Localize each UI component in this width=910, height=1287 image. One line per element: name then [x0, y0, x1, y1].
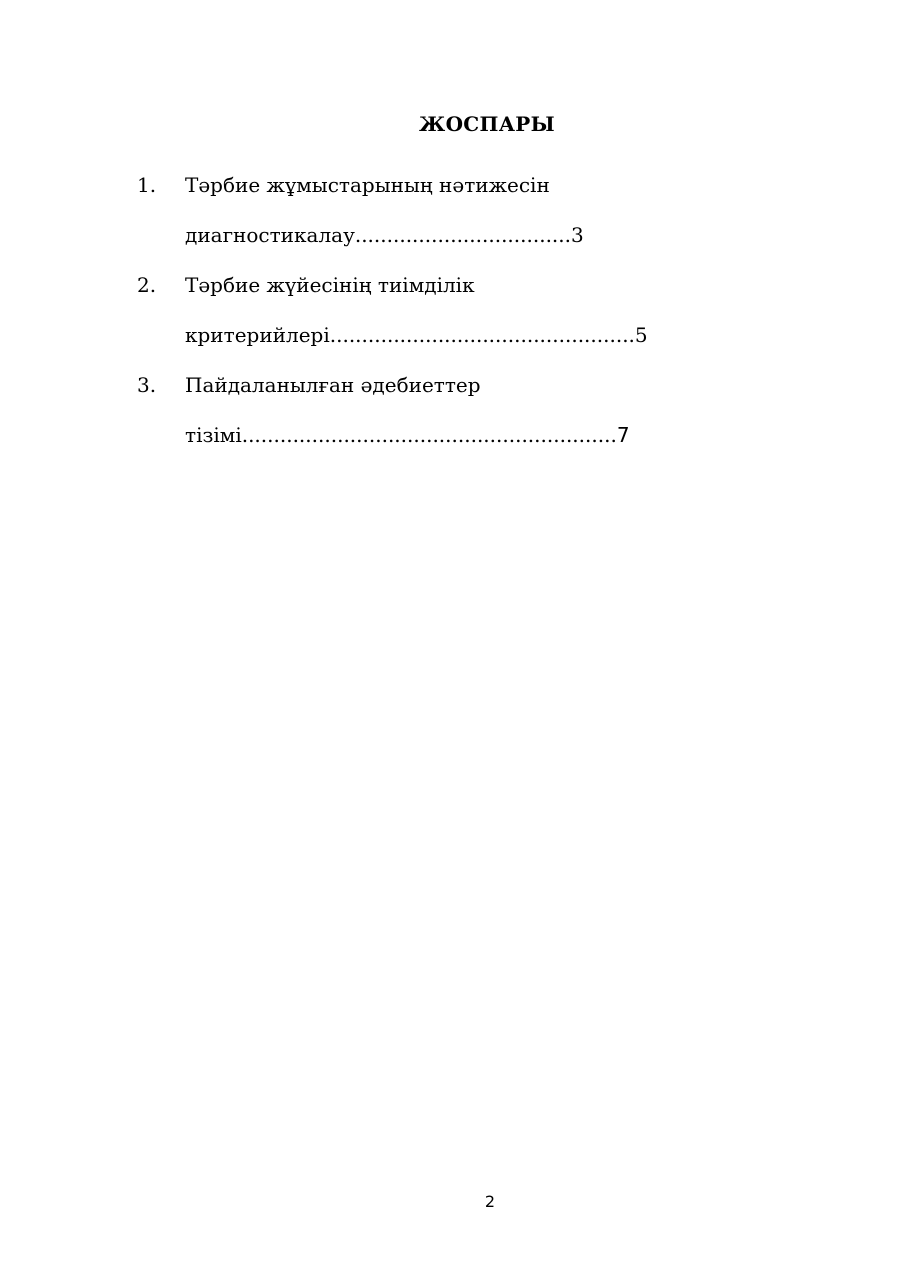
toc-item-number: 3.: [137, 373, 157, 397]
toc-item-2: [137, 260, 757, 360]
toc-item-title-line2: [185, 210, 757, 260]
toc-leader-dots: ................................................: [329, 323, 635, 347]
toc-item-text: [185, 160, 757, 260]
page-title: ЖОСПАРЫ: [419, 112, 555, 136]
table-of-contents: [137, 160, 757, 460]
toc-item-title-line1: Тәрбие жүйесінің тиімділік: [185, 273, 475, 297]
toc-item-number: 1.: [137, 173, 157, 197]
toc-page-reference: 3: [571, 223, 584, 247]
toc-item-title-end: тізімі: [185, 423, 242, 447]
toc-item-text: [185, 260, 757, 360]
page-number: 2: [484, 1192, 496, 1211]
toc-item-1: [137, 160, 757, 260]
toc-item-text: [185, 360, 757, 460]
toc-page-reference: 5: [634, 323, 648, 347]
toc-item-3: [137, 360, 757, 460]
toc-item-title-end: критерийлері: [185, 323, 330, 347]
toc-item-title-line2: [185, 410, 757, 460]
toc-item-title-line1: Пайдаланылған әдебиеттер: [185, 373, 481, 397]
toc-item-number: 2.: [137, 273, 157, 297]
toc-item-title-line1: Тәрбие жұмыстарының нәтижесін: [185, 173, 550, 197]
toc-page-reference: 7: [616, 423, 630, 447]
toc-item-title-line2: [185, 310, 757, 360]
toc-leader-dots: ..................................: [354, 223, 571, 247]
toc-item-title-end: диагностикалау: [185, 223, 355, 247]
toc-leader-dots: ...........................................................: [241, 423, 617, 447]
